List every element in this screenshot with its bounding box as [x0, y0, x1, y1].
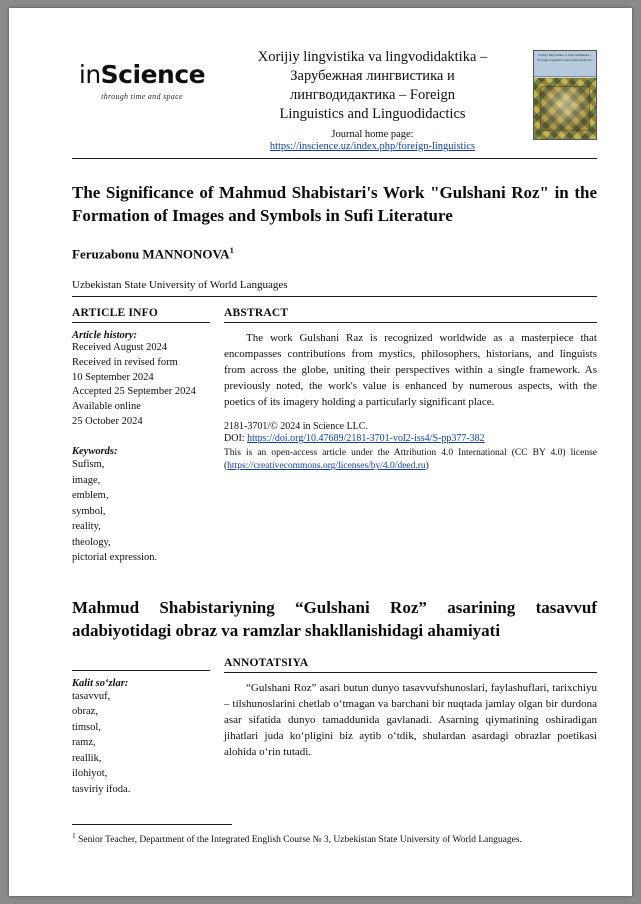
journal-logo	[72, 48, 212, 101]
article-history-line: Available online	[72, 401, 141, 413]
author-affiliation: Uzbekistan State University of World Languages	[72, 279, 597, 297]
uzbek-keywords-column	[72, 657, 224, 798]
keyword-item: emblem,	[72, 490, 109, 502]
doi-label: DOI:	[224, 432, 248, 444]
uzbek-title: Mahmud Shabistariyning “Gulshani Roz” asarining tasavvuf adabiyotidagi obraz va ramzlar shakllanishidagi ahamiyati	[72, 597, 597, 641]
article-history-line: Received August 2024	[72, 341, 168, 353]
keyword-item: reality,	[72, 521, 101, 533]
doi-link[interactable]: https://doi.org/10.47689/2181-3701-vol2-iss4/S-pp377-382	[247, 432, 485, 444]
page-content	[72, 48, 597, 798]
issn-copyright-line: 2181-3701/© 2024 in Science LLC.	[224, 420, 368, 432]
annotation-text: “Gulshani Roz” asari butun dunyo tasavvufshunoslari, faylashuflari, tarixchiyu – tilshunoslarini chetlab o‘tmagan va barchani bir nuqtada jamlay olgan bir durdona asar sifatida dunyo tamaddunida gavlanadi. Asarning qiymatining oshiradigan jihatlari juda ko‘pligini biz aytib o‘tdik, shulardan asardagi obrazlar poetikasi alohida o‘rin tutadi.	[224, 681, 597, 758]
article-history-line: 10 September 2024	[72, 371, 154, 383]
journal-home-link[interactable]: https://inscience.uz/index.php/foreign-linguistics	[269, 140, 476, 152]
article-history-line: Accepted 25 September 2024	[72, 386, 196, 398]
uzbek-keyword-item: tasviriy ifoda.	[72, 783, 131, 795]
keyword-item: image,	[72, 474, 101, 486]
keyword-item: Sufism,	[72, 459, 105, 471]
journal-title-line-4: Linguistics and Linguodidactics	[279, 106, 466, 123]
journal-title-line-3: лингводидактика – Foreign	[289, 87, 456, 104]
keyword-item: pictorial expression.	[72, 552, 158, 564]
footnote-text	[72, 831, 597, 848]
footnote-divider	[72, 824, 232, 825]
journal-cover-thumbnail	[533, 50, 597, 140]
keywords-title: Keywords:	[72, 446, 118, 458]
abstract-column	[224, 307, 597, 566]
article-history-line: Received in revised form	[72, 356, 178, 368]
logo-word-in: in	[78, 60, 101, 89]
doi-line	[224, 433, 597, 444]
uzbek-keyword-item: tasavvuf,	[72, 690, 111, 702]
license-suffix: )	[425, 461, 429, 472]
article-info-heading: ARTICLE INFO	[72, 307, 210, 323]
license-line	[224, 447, 597, 474]
uzbek-keyword-item: ilohiyot,	[72, 768, 108, 780]
uzbek-keyword-item: obraz,	[72, 706, 98, 718]
author-name	[72, 245, 597, 262]
paper-page	[9, 8, 632, 896]
footnote-marker: 1	[72, 831, 76, 841]
author-name-text: Feruzabonu MANNONOVA	[72, 246, 230, 262]
keywords-divider	[72, 657, 210, 671]
license-link[interactable]: https://creativecommons.org/licenses/by/4.0/deed.ru	[227, 461, 426, 472]
uzbek-keyword-item: reallik,	[72, 752, 102, 764]
uzbek-keyword-item: timsol,	[72, 721, 101, 733]
journal-title-block	[212, 48, 533, 152]
author-footnote-marker: 1	[229, 245, 234, 256]
journal-masthead	[72, 48, 597, 159]
page-title: The Significance of Mahmud Shabistari's Work "Gulshani Roz" in the Formation of Images and Symbols in Sufi Literature	[72, 182, 597, 225]
annotation-column	[224, 657, 597, 798]
uzbek-keyword-item: ramz,	[72, 737, 96, 749]
cover-artwork	[534, 78, 596, 139]
license-prefix: This is an open-access article under the Attribution 4.0 International (CC BY 4.0) license (	[224, 447, 597, 472]
logo-word-science: Science	[100, 60, 206, 89]
article-info-abstract-row	[72, 307, 597, 566]
journal-home-label: Journal home page:	[331, 128, 414, 140]
abstract-heading: ABSTRACT	[224, 307, 597, 323]
keyword-item: symbol,	[72, 505, 106, 517]
annotation-heading: ANNOTATSIYA	[224, 657, 597, 673]
article-history-title: Article history:	[72, 329, 138, 341]
abstract-text: The work Gulshani Raz is recognized worldwide as a masterpiece that encompasses contributions from mystics, philosophers, historians, and linguists from across the globe, uniting their perspectives within a single framework. As previously noted, the work's value is enhanced by numerous aspects, with the poetics of its imagery holding a particularly significant place.	[224, 331, 597, 408]
logo-tagline: through time and space	[101, 92, 183, 101]
journal-title-line-1: Xorijiy lingvistika va lingvodidaktika –	[257, 49, 488, 65]
logo-wordmark	[72, 60, 212, 89]
keyword-item: theology,	[72, 536, 111, 548]
article-history-line: 25 October 2024	[72, 416, 143, 428]
article-info-column	[72, 307, 224, 566]
uzbek-keywords-title: Kalit so‘zlar:	[72, 677, 129, 689]
footnote-block	[72, 824, 597, 848]
footnote-body: Senior Teacher, Department of the Integrated English Course № 3, Uzbekistan State University of World Languages.	[75, 835, 522, 846]
annotation-row	[72, 657, 597, 798]
cover-caption: Xorijiy lingvistika va lingvodidaktika – Foreign Linguistics and Linguodidactics	[534, 51, 596, 77]
journal-title-line-2: Зарубежная лингвистика и	[290, 68, 455, 85]
